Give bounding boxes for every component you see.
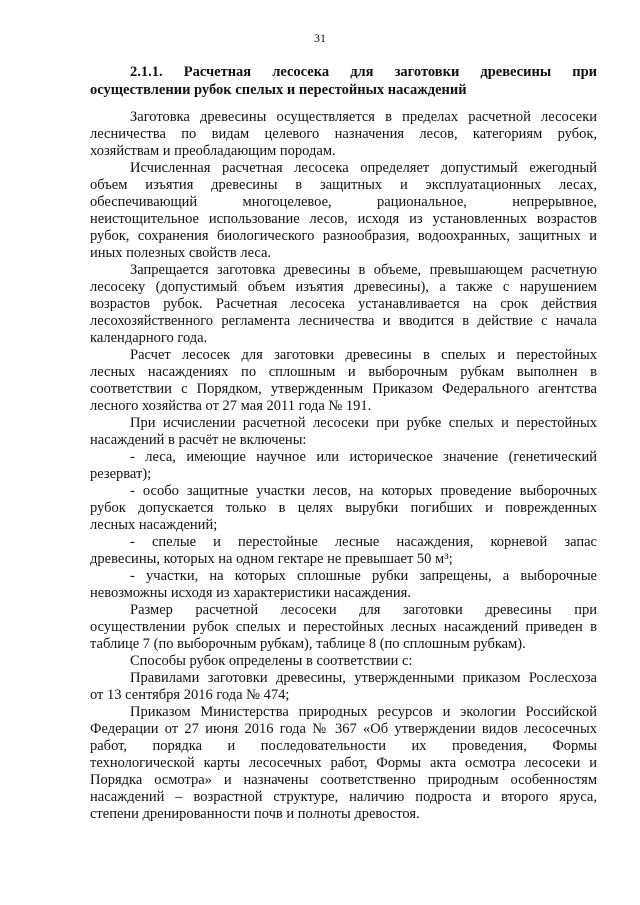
text-line: работ, порядка и последовательности их проведения, Формы: [90, 738, 597, 754]
text-line: Размер расчетной лесосеки для заготовки древесины при: [130, 602, 597, 618]
text-line: невозможны исходя из характеристики насаждения.: [90, 585, 411, 601]
text-line: таблице 7 (по выборочным рубкам), таблице 8 (по сплошным рубкам).: [90, 636, 526, 652]
paragraph: [90, 602, 597, 653]
text-line: возрастов рубок. Расчетная лесосека устанавливается на срок действия: [90, 296, 597, 312]
text-line: технологической карты лесосечных работ, Формы акта осмотра лесосеки и: [90, 755, 597, 771]
paragraph: [90, 415, 597, 449]
document-body: [90, 109, 597, 823]
text-line: Запрещается заготовка древесины в объеме, превышающем расчетную: [130, 262, 597, 278]
text-line: хозяйствам и преобладающим породам.: [90, 143, 336, 159]
text-line: объем изъятия древесины в защитных и эксплуатационных лесах,: [90, 177, 597, 193]
text-line: лесных насаждений;: [90, 517, 218, 533]
paragraph: [90, 109, 597, 160]
text-line: иных полезных свойств леса.: [90, 245, 272, 261]
text-line: лесосеку (допустимый объем изъятия древесины), а также с нарушением: [90, 279, 597, 295]
text-line: насаждений – возрастной структуре, наличию подроста и второго яруса,: [90, 789, 597, 805]
text-line: Заготовка древесины осуществляется в пределах расчетной лесосеки: [130, 109, 597, 125]
section-heading: [90, 63, 597, 99]
text-line: соответствии с Порядком, утвержденным Приказом Федерального агентства: [90, 381, 597, 397]
paragraph: [90, 160, 597, 262]
text-line: обеспечивающий многоцелевое, рациональное, непрерывное,: [90, 194, 597, 210]
text-line: Расчет лесосек для заготовки древесины в спелых и перестойных: [130, 347, 597, 363]
paragraph: [90, 653, 597, 670]
text-line: насаждений в расчёт не включены:: [90, 432, 307, 448]
paragraph: [90, 670, 597, 704]
paragraph: [90, 347, 597, 415]
text-line: лесного хозяйства от 27 мая 2011 года № 191.: [90, 398, 372, 414]
paragraph: [90, 262, 597, 347]
text-line: Правилами заготовки древесины, утвержденными приказом Рослесхоза: [130, 670, 597, 686]
text-line: Федерации от 27 июня 2016 года № 367 «Об утверждении видов лесосечных: [90, 721, 597, 737]
text-line: рубок допускается только в целях вырубки погибших и поврежденных: [90, 500, 597, 516]
heading-line: 2.1.1. Расчетная лесосека для заготовки древесины при: [130, 64, 597, 80]
text-line: - леса, имеющие научное или историческое значение (генетический: [130, 449, 597, 465]
list-item: [90, 534, 597, 568]
text-line: - спелые и перестойные лесные насаждения, корневой запас: [130, 534, 597, 550]
text-line: рубок, сохранения биологического разнообразия, водоохранных, защитных и: [90, 228, 597, 244]
list-item: [90, 483, 597, 534]
text-line: Исчисленная расчетная лесосека определяет допустимый ежегодный: [130, 160, 597, 176]
text-line: резерват);: [90, 466, 152, 482]
text-line: древесины, которых на одном гектаре не превышает 50 м³;: [90, 551, 453, 567]
text-line: лесных насаждениях по сплошным и выборочным рубкам выполнен в: [90, 364, 597, 380]
text-line: Порядка осмотра» и назначены соответственно природным особенностям: [90, 772, 597, 788]
text-line: - участки, на которых сплошные рубки запрещены, а выборочные: [130, 568, 597, 584]
text-line: осуществлении рубок спелых и перестойных лесных насаждений приведен в: [90, 619, 597, 635]
text-line: лесохозяйственного регламента лесничества и вводится в действие с начала: [90, 313, 597, 329]
text-line: календарного года.: [90, 330, 208, 346]
text-line: При исчислении расчетной лесосеки при рубке спелых и перестойных: [130, 415, 597, 431]
list-item: [90, 449, 597, 483]
text-line: - особо защитные участки лесов, на которых проведение выборочных: [130, 483, 597, 499]
text-line: лесничества по видам целевого назначения лесов, категориям рубок,: [90, 126, 597, 142]
text-line: от 13 сентября 2016 года № 474;: [90, 687, 290, 703]
text-line: неистощительное использование лесов, исходя из установленных возрастов: [90, 211, 597, 227]
text-line: Способы рубок определены в соответствии с:: [130, 653, 413, 669]
paragraph: [90, 704, 597, 823]
heading-line: осуществлении рубок спелых и перестойных насаждений: [90, 82, 467, 98]
list-item: [90, 568, 597, 602]
text-line: степени дренированности почв и полноты древостоя.: [90, 806, 420, 822]
text-line: Приказом Министерства природных ресурсов и экологии Российской: [130, 704, 597, 720]
page-number: 31: [314, 31, 326, 45]
